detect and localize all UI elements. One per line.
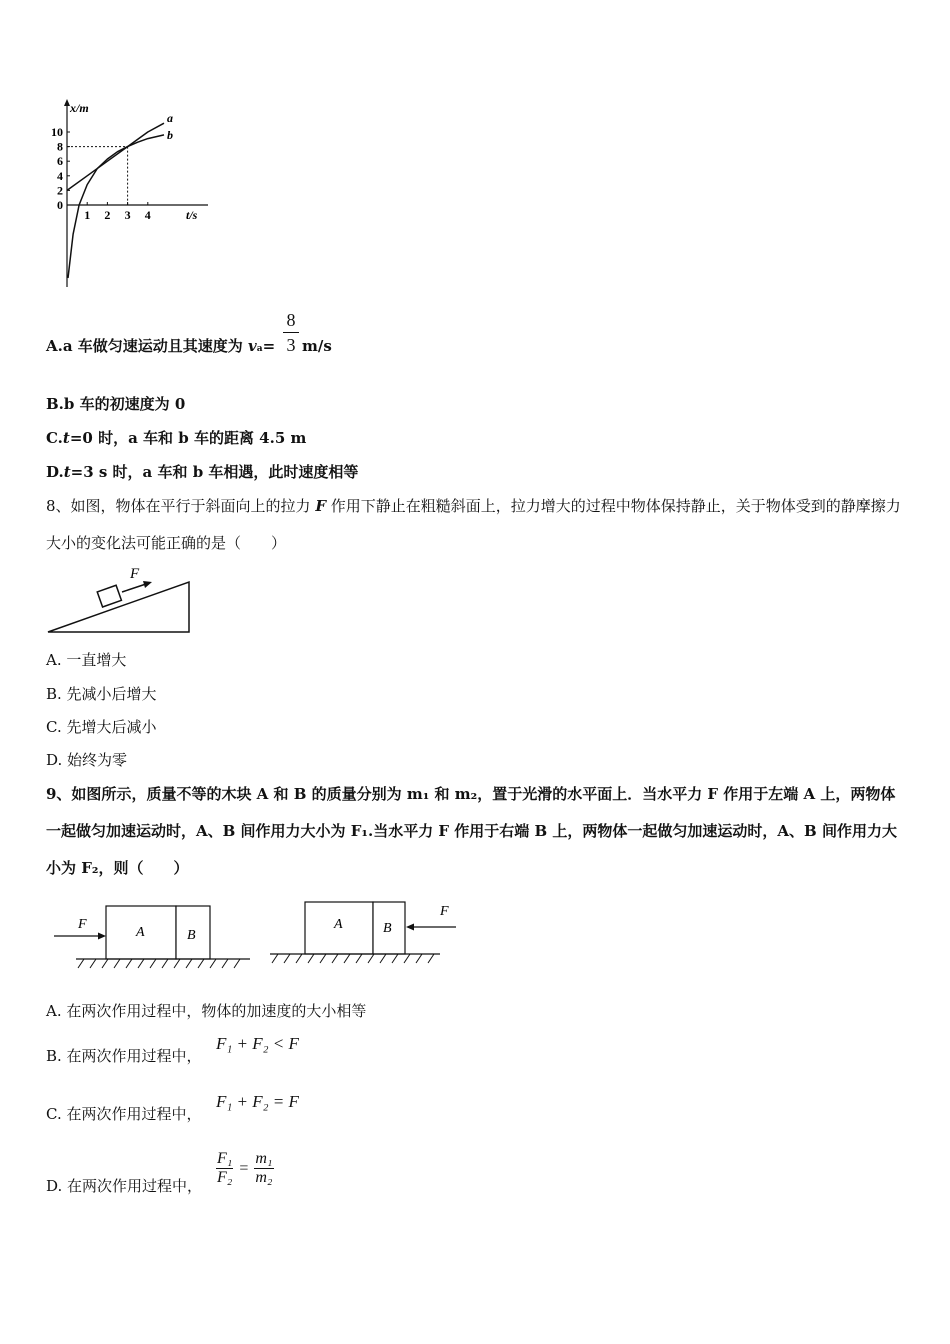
ground-hatch bbox=[272, 954, 278, 963]
q7-option-b: B.b 车的初速度为 0 bbox=[46, 395, 186, 413]
ground-hatch bbox=[138, 959, 144, 968]
y-tick-label: 6 bbox=[57, 154, 63, 169]
x-axis-label: t/s bbox=[186, 208, 198, 222]
q8-option-c: C. 先增大后减小 bbox=[46, 718, 157, 736]
x-tick-label: 3 bbox=[124, 208, 131, 222]
y-tick-label: 4 bbox=[57, 168, 63, 183]
ground-hatch bbox=[332, 954, 338, 963]
series-a-line bbox=[67, 123, 164, 190]
svg-text:B: B bbox=[383, 921, 392, 936]
ground-hatch bbox=[404, 954, 410, 963]
q9-option-b-formula: F₁ + F₂ < F bbox=[216, 1034, 299, 1053]
ground-hatch bbox=[308, 954, 314, 963]
q8-option-b: B. 先减小后增大 bbox=[46, 685, 157, 703]
q9-option-d-formula: $\frac{\text{F₁}}{\text{F₂}}$ = $\frac{\text{m₁}}{\text{m₂}}$ bbox=[217, 1150, 273, 1186]
ground-hatch bbox=[356, 954, 362, 963]
series-b-line bbox=[68, 135, 164, 278]
q7-option-a: A.a 车做匀速运动且其速度为 va= bbox=[46, 337, 276, 355]
incline-slope bbox=[48, 582, 189, 632]
y-tick-label: 10 bbox=[51, 125, 63, 139]
q7-option-c: C.t=0 时，a 车和 b 车的距离 4.5 m bbox=[46, 429, 307, 447]
ground-hatch bbox=[210, 959, 216, 968]
ground-hatch bbox=[368, 954, 374, 963]
ground-hatch bbox=[392, 954, 398, 963]
ground-hatch bbox=[78, 959, 84, 968]
q9-option-c-formula: F₁ + F₂ = F bbox=[216, 1092, 299, 1111]
q9-option-c: C. 在两次作用过程中， bbox=[46, 1105, 202, 1123]
q8-stem: 8、如图，物体在平行于斜面向上的拉力 F 作用下静止在粗糙斜面上，拉力增大的过程中物体保持静止，关于物体受到的静摩擦力大小的变化法可能正确的是（ ） bbox=[46, 497, 901, 552]
x-tick-label: 4 bbox=[144, 208, 151, 222]
ground-hatch bbox=[428, 954, 434, 963]
svg-text:F: F bbox=[440, 904, 449, 919]
q7-option-d: D.t=3 s 时，a 车和 b 车相遇，此时速度相等 bbox=[46, 463, 359, 481]
series-a-label: a bbox=[166, 111, 173, 126]
x-tick-label: 2 bbox=[104, 208, 111, 222]
ground-hatch bbox=[102, 959, 108, 968]
force-label: F bbox=[130, 566, 140, 582]
y-tick-label: 2 bbox=[57, 183, 63, 198]
ground-hatch bbox=[150, 959, 156, 968]
incline-figure bbox=[44, 562, 194, 638]
q8-option-a: A. 一直增大 bbox=[46, 651, 127, 669]
xt-graph bbox=[40, 95, 220, 290]
q9-option-b: B. 在两次作用过程中， bbox=[46, 1047, 202, 1065]
ground-hatch bbox=[174, 959, 180, 968]
blocks-figure bbox=[48, 896, 468, 981]
svg-text:F: F bbox=[78, 917, 87, 932]
y-tick-label: 8 bbox=[57, 139, 63, 154]
ground-hatch bbox=[126, 959, 132, 968]
series-b-label: b bbox=[166, 127, 173, 142]
q7-option-a-fraction: 8 3 bbox=[283, 309, 299, 356]
svg-text:A: A bbox=[136, 925, 145, 940]
q8-option-d: D. 始终为零 bbox=[46, 751, 128, 769]
ground-hatch bbox=[344, 954, 350, 963]
ground-hatch bbox=[320, 954, 326, 963]
ground-hatch bbox=[234, 959, 240, 968]
y-tick-label: 0 bbox=[57, 198, 63, 212]
ground-hatch bbox=[284, 954, 290, 963]
q9-stem: 9、如图所示，质量不等的木块 A 和 B 的质量分别为 m₁ 和 m₂，置于光滑的水平面上．当水平力 F 作用于左端 A 上，两物体一起做匀加速运动时，A、B 间作用力大小为 F₁.当水平力 F 作用于右端 B 上，两物体一起做匀加速运动时，A、B 间作用力大小为 F₂，则（ ） bbox=[46, 785, 897, 877]
x-tick-label: 1 bbox=[84, 208, 91, 222]
ground-hatch bbox=[114, 959, 120, 968]
ground-hatch bbox=[416, 954, 422, 963]
svg-text:A: A bbox=[334, 917, 343, 932]
block-on-incline bbox=[97, 585, 121, 607]
ground-hatch bbox=[296, 954, 302, 963]
q7-option-a-unit: m/s bbox=[302, 337, 332, 355]
ground-hatch bbox=[198, 959, 204, 968]
q9-option-d: D. 在两次作用过程中， bbox=[46, 1177, 203, 1195]
ground-hatch bbox=[186, 959, 192, 968]
ground-hatch bbox=[162, 959, 168, 968]
svg-text:B: B bbox=[187, 928, 196, 943]
ground-hatch bbox=[90, 959, 96, 968]
q9-option-a: A. 在两次作用过程中，物体的加速度的大小相等 bbox=[46, 1002, 367, 1020]
y-axis-label: x/m bbox=[70, 101, 89, 115]
ground-hatch bbox=[380, 954, 386, 963]
ground-hatch bbox=[222, 959, 228, 968]
